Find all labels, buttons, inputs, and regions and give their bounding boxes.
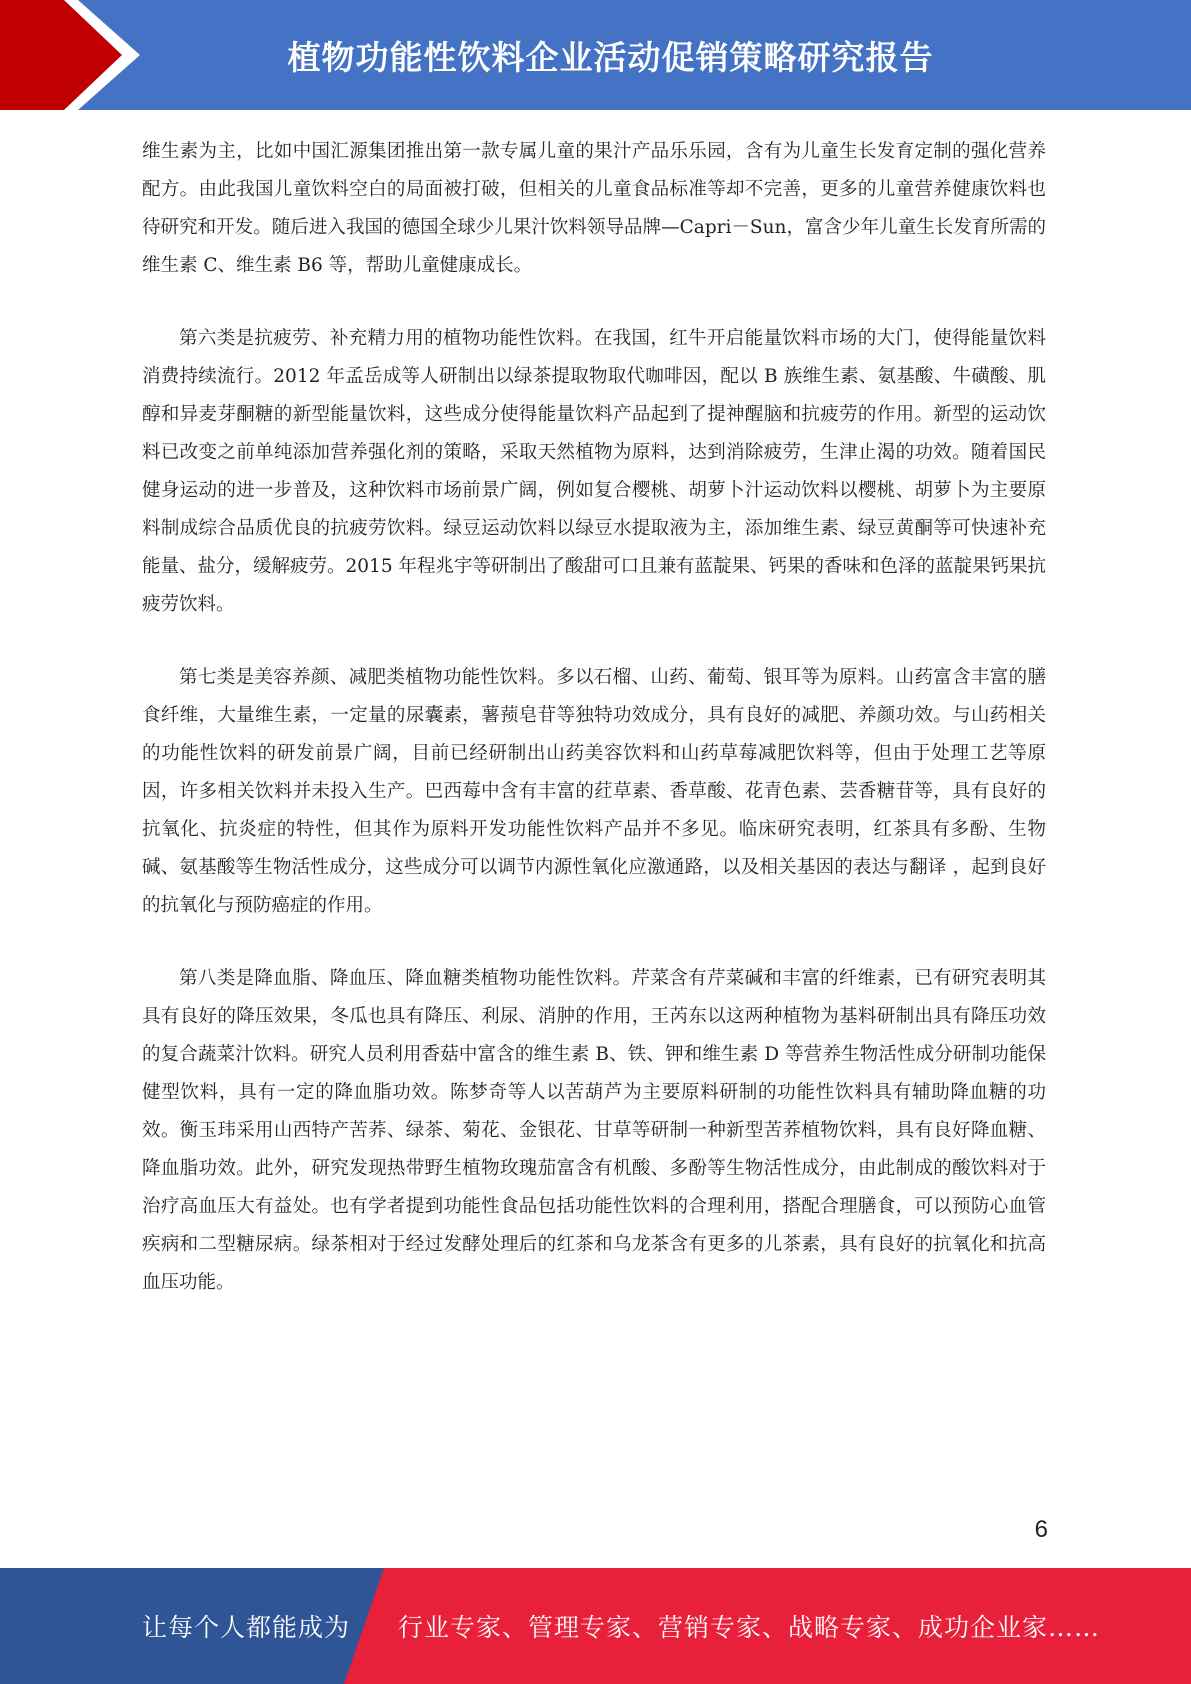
paragraph: 第八类是降血脂、降血压、降血糖类植物功能性饮料。芹菜含有芹菜碱和丰富的纤维素，已有研究表明其具有良好的降压效果，冬瓜也具有降压、利尿、消肿的作用，王芮东以这两种植物为基料研制出具有降压功效的复合蔬菜汁饮料。研究人员利用香菇中富含的维生素 B、铁、钾和维生素 D 等营养生物活性成分研制功能保健型饮料，具有一定的降血脂功效。陈梦奇等人以苦葫芦为主要原料研制的功能性饮料具有辅助降血糖的功效。衡玉玮采用山西特产苦荞、绿茶、菊花、金银花、甘草等研制一种新型苦荞植物饮料，具有良好降血糖、降血脂功效。此外，研究发现热带野生植物玫瑰茄富含有机酸、多酚等生物活性成分，由此制成的酸饮料对于治疗高血压大有益处。也有学者提到功能性食品包括功能性饮料的合理利用，搭配合理膳食，可以预防心血管疾病和二型糖尿病。绿茶相对于经过发酵处理后的红茶和乌龙茶含有更多的儿茶素，具有良好的抗氧化和抗高血压功能。 — [142, 968, 1046, 1293]
header-title: 植物功能性饮料企业活动促销策略研究报告 — [287, 37, 934, 77]
page-header — [0, 0, 1191, 110]
paragraph: 第六类是抗疲劳、补充精力用的植物功能性饮料。在我国，红牛开启能量饮料市场的大门，使得能量饮料消费持续流行。2012 年孟岳成等人研制出以绿茶提取物取代咖啡因，配以 B 族维生素、氨基酸、牛磺酸、肌醇和异麦芽酮糖的新型能量饮料，这些成分使得能量饮料产品起到了提神醒脑和抗疲劳的作用。新型的运动饮料已改变之前单纯添加营养强化剂的策略，采取天然植物为原料，达到消除疲劳，生津止渴的功效。随着国民健身运动的进一步普及，这种饮料市场前景广阔，例如复合樱桃、胡萝卜汁运动饮料以樱桃、胡萝卜为主要原料制成综合品质优良的抗疲劳饮料。绿豆运动饮料以绿豆水提取液为主，添加维生素、绿豆黄酮等可快速补充能量、盐分，缓解疲劳。2015 年程兆宇等研制出了酸甜可口且兼有蓝靛果、钙果的香味和色泽的蓝靛果钙果抗疲劳饮料。 — [142, 328, 1046, 615]
paragraph: 第七类是美容养颜、减肥类植物功能性饮料。多以石榴、山药、葡萄、银耳等为原料。山药富含丰富的膳食纤维，大量维生素，一定量的尿囊素，薯蓣皂苷等独特功效成分，具有良好的减肥、养颜功效。与山药相关的功能性饮料的研发前景广阔，目前已经研制出山药美容饮料和山药草莓减肥饮料等，但由于处理工艺等原因，许多相关饮料并未投入生产。巴西莓中含有丰富的荭草素、香草酸、花青色素、芸香糖苷等，具有良好的抗氧化、抗炎症的特性，但其作为原料开发功能性饮料产品并不多见。临床研究表明，红茶具有多酚、生物碱、氨基酸等生物活性成分，这些成分可以调节内源性氧化应激通路，以及相关基因的表达与翻译 ，起到良好的抗氧化与预防癌症的作用。 — [142, 667, 1046, 916]
footer-slogan-right: 行业专家、管理专家、营销专家、战略专家、成功企业家…… — [398, 1613, 1101, 1642]
paragraph: 维生素为主，比如中国汇源集团推出第一款专属儿童的果汁产品乐乐园，含有为儿童生长发育定制的强化营养配方。由此我国儿童饮料空白的局面被打破，但相关的儿童食品标准等却不完善，更多的儿童营养健康饮料也待研究和开发。随后进入我国的德国全球少儿果汁饮料领导品牌—Capri－Sun，富含少年儿童生长发育所需的维生素 C、维生素 B6 等，帮助儿童健康成长。 — [142, 141, 1046, 276]
footer-slogan-left: 让每个人都能成为 — [142, 1613, 351, 1642]
page-footer — [0, 1568, 1191, 1684]
body-text — [142, 133, 1046, 1337]
page-number: 6 — [1034, 1516, 1048, 1543]
